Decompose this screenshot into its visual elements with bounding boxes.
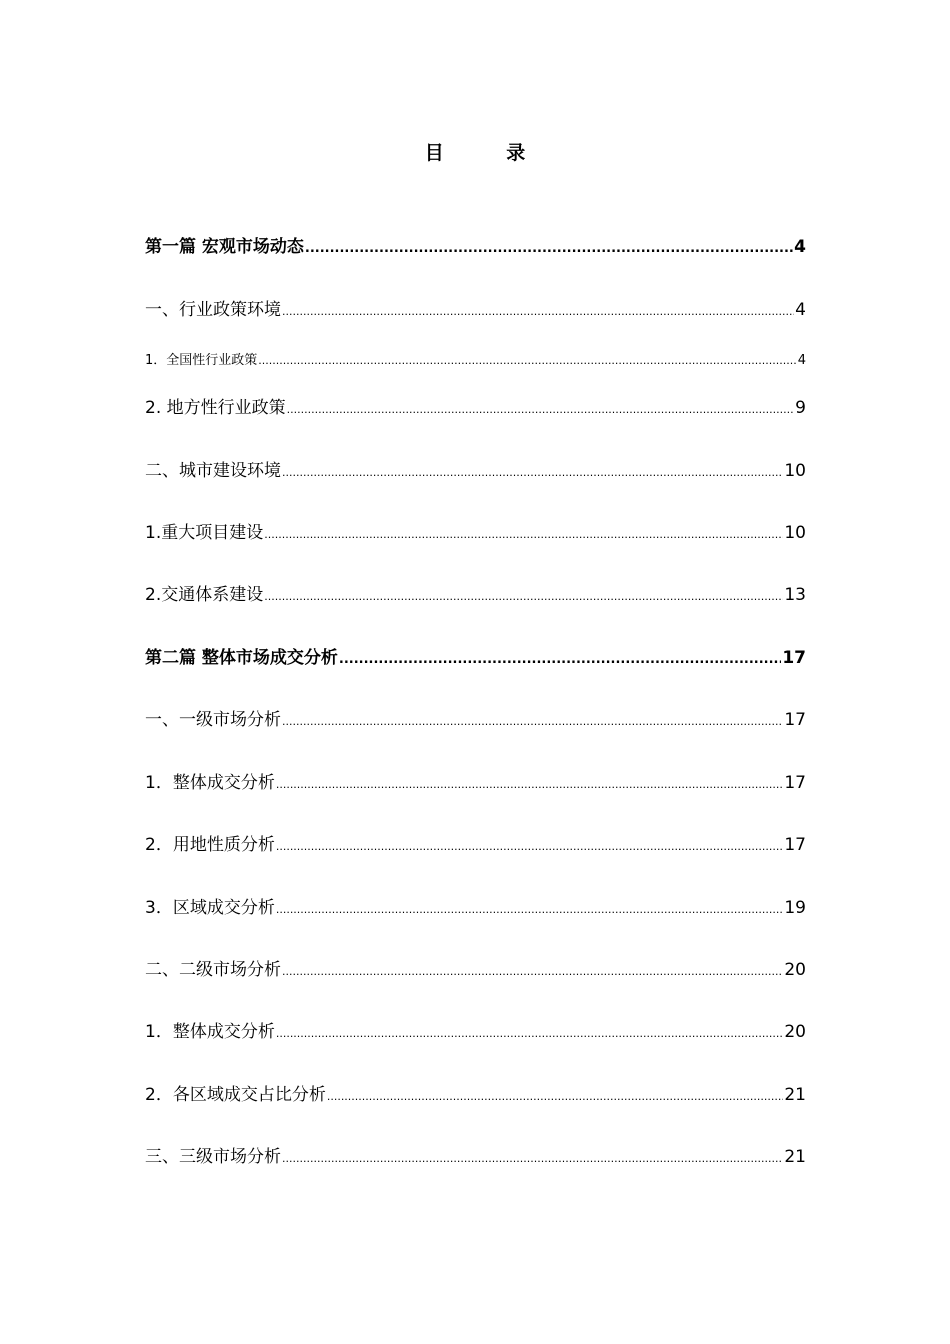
toc-leader-dots — [282, 959, 783, 983]
toc-entry[interactable] — [145, 299, 806, 323]
toc-entry-label: 1．整体成交分析 — [145, 1022, 275, 1042]
toc-entry-label: 第一篇 宏观市场动态 — [145, 237, 304, 257]
toc-entry[interactable] — [145, 460, 806, 484]
toc-entry[interactable] — [145, 897, 806, 921]
toc-entry[interactable] — [145, 772, 806, 796]
toc-entry-label: 2．各区域成交占比分析 — [145, 1085, 326, 1105]
toc-entry[interactable] — [145, 522, 806, 546]
toc-leader-dots — [282, 460, 783, 484]
toc-leader-dots — [258, 350, 796, 372]
toc-entry[interactable] — [145, 709, 806, 733]
toc-leader-dots — [339, 647, 781, 671]
toc-entry[interactable] — [145, 959, 806, 983]
toc-entry[interactable] — [145, 584, 806, 608]
toc-entry-page: 10 — [784, 461, 806, 481]
toc-entry-label: 2.交通体系建设 — [145, 585, 264, 605]
toc-entry-label: 3．区域成交分析 — [145, 898, 275, 918]
toc-entry-page: 10 — [784, 523, 806, 543]
toc-entry-page: 17 — [784, 773, 806, 793]
toc-entry-label: 1.重大项目建设 — [145, 523, 264, 543]
toc-entry[interactable] — [145, 1146, 806, 1170]
toc-entry-page: 19 — [784, 898, 806, 918]
toc-leader-dots — [282, 709, 783, 733]
toc-entry-page: 4 — [795, 300, 806, 320]
toc-entry-page: 17 — [784, 835, 806, 855]
toc-leader-dots — [276, 1021, 784, 1045]
toc-leader-dots — [264, 584, 783, 608]
toc-entry-page: 17 — [782, 648, 806, 668]
toc-leader-dots — [276, 897, 784, 921]
toc-leader-dots — [287, 397, 795, 421]
toc-entry-page: 20 — [784, 1022, 806, 1042]
toc-entry[interactable] — [145, 1084, 806, 1108]
toc-entry-page: 17 — [784, 710, 806, 730]
toc-entry[interactable] — [145, 236, 806, 260]
toc-entry[interactable] — [145, 1021, 806, 1045]
toc-entry-label: 1．全国性行业政策 — [145, 353, 258, 368]
toc-entry-label: 二、城市建设环境 — [145, 461, 281, 481]
toc-entry-page: 13 — [784, 585, 806, 605]
toc-entry[interactable] — [145, 397, 806, 421]
toc-entry-label: 2. 地方性行业政策 — [145, 398, 286, 418]
toc-entry[interactable] — [145, 647, 806, 671]
toc-leader-dots — [282, 299, 794, 323]
toc-leader-dots — [305, 236, 793, 260]
toc-entry-label: 2．用地性质分析 — [145, 835, 275, 855]
toc-entry-label: 一、行业政策环境 — [145, 300, 281, 320]
toc-entry-page: 21 — [784, 1085, 806, 1105]
toc-leader-dots — [327, 1084, 784, 1108]
toc-leader-dots — [264, 522, 783, 546]
toc-leader-dots — [276, 834, 784, 858]
toc-entry-label: 1．整体成交分析 — [145, 773, 275, 793]
page-title: 目 录 — [424, 142, 554, 164]
toc-entry-page: 21 — [784, 1147, 806, 1167]
toc-entry-label: 三、三级市场分析 — [145, 1147, 281, 1167]
toc-entry-page: 9 — [795, 398, 806, 418]
toc-leader-dots — [276, 772, 784, 796]
toc-entry-label: 二、二级市场分析 — [145, 960, 281, 980]
toc-entry[interactable] — [145, 350, 806, 372]
toc-entry-label: 第二篇 整体市场成交分析 — [145, 648, 338, 668]
toc-entry-page: 4 — [797, 353, 806, 368]
toc-entry-page: 4 — [794, 237, 806, 257]
toc-entry-label: 一、一级市场分析 — [145, 710, 281, 730]
toc-entry[interactable] — [145, 834, 806, 858]
toc-entry-page: 20 — [784, 960, 806, 980]
toc-leader-dots — [282, 1146, 783, 1170]
